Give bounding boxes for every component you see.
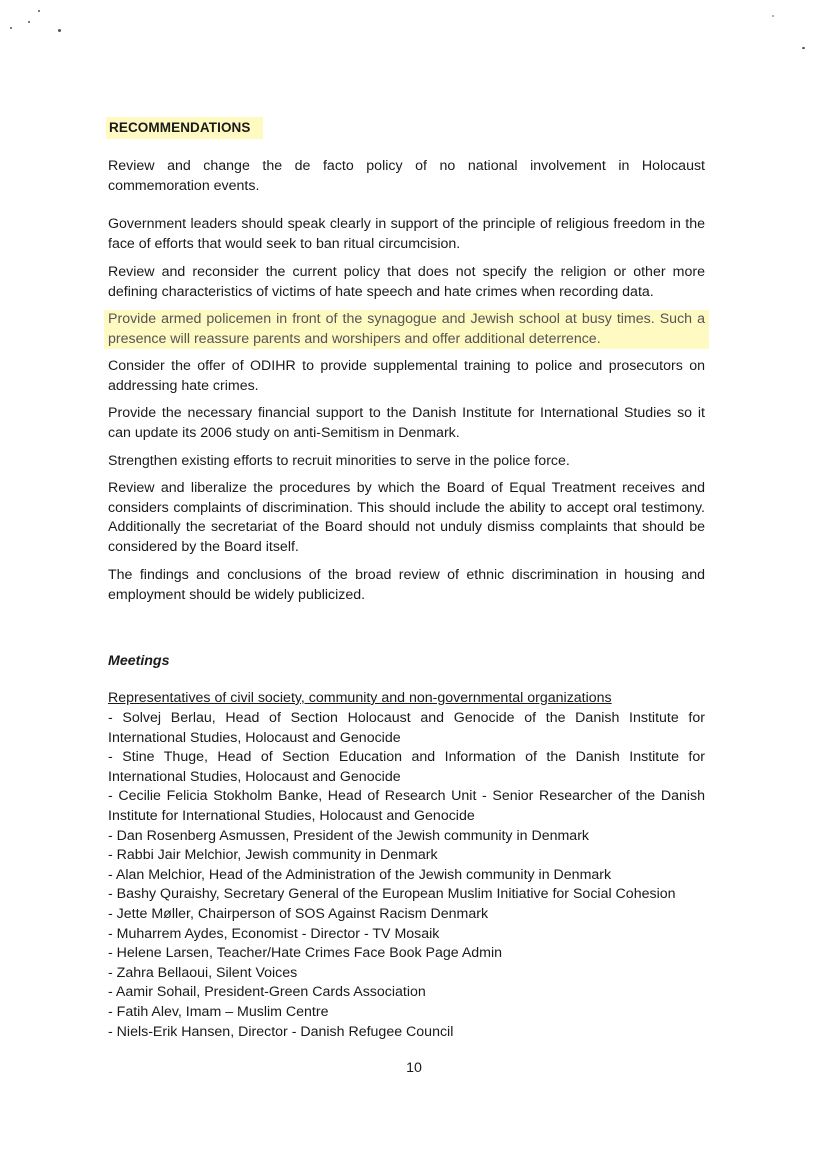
page-number: 10 (406, 1060, 422, 1076)
scan-speck (772, 15, 774, 17)
list-item: - Dan Rosenberg Asmussen, President of the Jewish community in Denmark (108, 827, 590, 844)
recommendation-item: Strengthen existing efforts to recruit minorities to serve in the police force. (108, 453, 570, 469)
attendee-list (108, 709, 705, 1042)
recommendation-item: Government leaders should speak clearly in support of the principle of religious freedom in the face of efforts that would seek to ban ritual circumcision. (108, 216, 705, 252)
scan-speck (802, 47, 805, 49)
list-item: - Zahra Bellaoui, Silent Voices (108, 964, 298, 981)
recommendation-item: Review and change the de facto policy of no national involvement in Holocaust commemoration events. (108, 158, 705, 194)
meetings-heading: Meetings (108, 653, 170, 669)
list-item: - Bashy Quraishy, Secretary General of the European Muslim Initiative for Social Cohesion (108, 886, 676, 903)
recommendation-item: The findings and conclusions of the broad review of ethnic discrimination in housing and employment should be widely publicized. (108, 567, 705, 603)
list-item: - Stine Thuge, Head of Section Education and Information of the Danish Institute for International Studies, Holocaust and Genocide (108, 749, 705, 785)
list-item: - Fatih Alev, Imam – Muslim Centre (108, 1003, 329, 1020)
list-item: - Alan Melchior, Head of the Administration of the Jewish community in Denmark (108, 866, 612, 883)
list-item: - Jette Møller, Chairperson of SOS Against Racism Denmark (108, 905, 489, 922)
scan-speck (28, 21, 30, 23)
recommendation-item: Provide the necessary financial support to the Danish Institute for International Studies so it can update its 2006 study on anti-Semitism in Denmark. (108, 405, 705, 441)
scan-speck (10, 27, 12, 29)
civil-society-heading: Representatives of civil society, community and non-governmental organizations (108, 690, 612, 706)
list-item: - Solvej Berlau, Head of Section Holocaust and Genocide of the Danish Institute for International Studies, Holocaust and Genocide (108, 710, 705, 746)
recommendations-heading: RECOMMENDATIONS (106, 117, 263, 139)
list-item: - Cecilie Felicia Stokholm Banke, Head of Research Unit - Senior Researcher of the Danish Institute for International Studies, Holocaust and Genocide (108, 788, 705, 824)
scan-speck (58, 29, 61, 32)
recommendation-item-highlighted: Provide armed policemen in front of the synagogue and Jewish school at busy times. Such a presence will reassure parents and worshipers and offer additional deterrence. (104, 310, 709, 349)
recommendation-item: Review and liberalize the procedures by which the Board of Equal Treatment receives and considers complaints of discrimination. This should include the ability to accept oral testimony. Additionally the secretariat of the Board should not unduly dismiss complaints that should be considered by the Board itself. (108, 480, 705, 555)
recommendation-item: Consider the offer of ODIHR to provide supplemental training to police and prosecutors on addressing hate crimes. (108, 358, 705, 394)
list-item: - Aamir Sohail, President-Green Cards Association (108, 984, 426, 1001)
list-item: - Muharrem Aydes, Economist - Director - TV Mosaik (108, 925, 440, 942)
scan-speck (38, 10, 40, 12)
list-item: - Helene Larsen, Teacher/Hate Crimes Face Book Page Admin (108, 945, 503, 962)
list-item: - Niels-Erik Hansen, Director - Danish Refugee Council (108, 1023, 454, 1040)
list-item: - Rabbi Jair Melchior, Jewish community in Denmark (108, 847, 438, 864)
recommendation-item: Review and reconsider the current policy that does not specify the religion or other more defining characteristics of victims of hate speech and hate crimes when recording data. (108, 264, 705, 300)
